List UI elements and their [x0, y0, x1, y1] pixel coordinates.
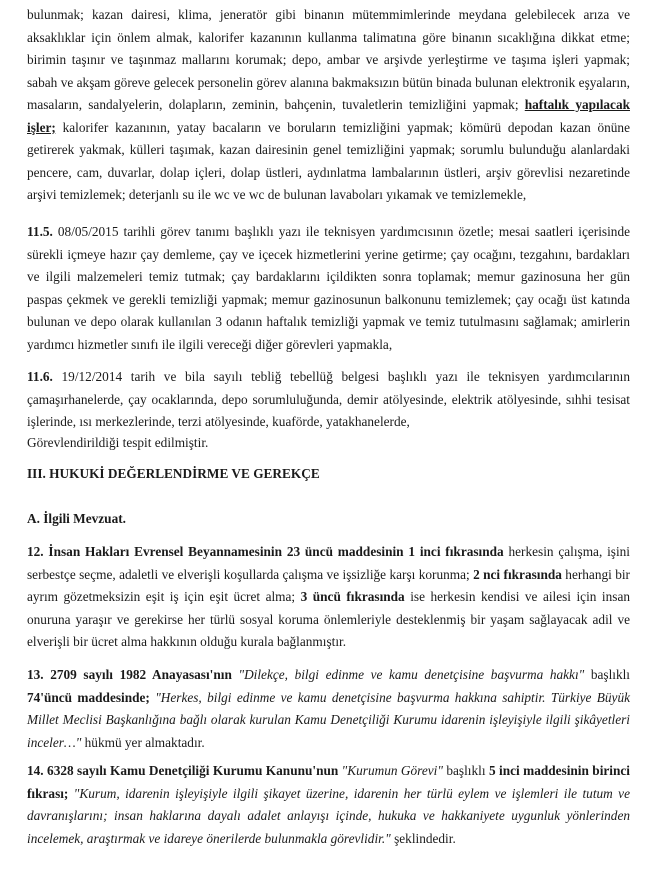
paragraph-conclusion: Görevlendirildiği tespit edilmiştir. [27, 435, 209, 450]
paragraph-text: 08/05/2015 tarihli görev tanımı başlıklı yazı ile teknisyen yardımcısının özetle; mesai saatleri içerisinde sürekli içmeye hazır çay demleme, çay ve içecek hizmetlerini yerine getirme; çay ocağını, tezgahını, bardakları ve ilgili malzemeleri temiz tutmak; çay bardaklarını içildikten sonra toplamak; memur gazinosuna her gün paspas çekmek ve gerekli temizliği yapmak; memur gazinosunun balkonunu temizlemek; çay ocağı üst katında bulunan ve depo olarak kullanılan 3 odanın haftalık temizliği yapmak ve temiz tutulmasını sağlamak; amirlerin yardımcı hizmetler sınıfı ile ilgili vereceği diğer görevleri yapmakla, [27, 224, 630, 352]
paragraph-text: ise herkesin kendisi ve ailesi için insan onuruna yaraşır ve gerekirse her türlü sosyal koruma önlemleriyle desteklenmiş bir yaşam sağlayacak adil ve elverişli bir ücret alma hakkının olduğu kurala bağlanmıştır. [27, 589, 630, 649]
paragraph-11-6 [27, 366, 630, 434]
paragraph-text: kalorifer kazanının, yatay bacaların ve boruların temizliğini yapmak; kömürü depodan kazan önüne getirerek yakmak, külleri taşımak, kazan dairesinin genel temizliğini yapmak; sorumlu bulunduğu alanlardaki pencere, cam, duvarlar, dolap içleri, dolap üstleri, aydınlatma lambalarının üstleri, arşiv görevlisi nezaretinde arşivi temizlemek; deterjanlı su ile wc ve wc de bulunan lavaboları yıkamak ve temizlemekle, [27, 119, 630, 202]
article-reference: 5 inci maddesinin birinci fıkrası; [27, 763, 630, 801]
article-reference: 3 üncü fıkrasında [300, 589, 405, 604]
quoted-provision: "Herkes, bilgi edinme ve kamu denetçisine başvurma hakkına sahiptir. Türkiye Büyük Millet Meclisi Başkanlığına bağlı olarak kurulan Kamu Denetçiliği Kurumu idarenin işleyişiyle ilgili şikâyetleri inceler…" [27, 689, 631, 750]
paragraph-text: herkesin çalışma, işini serbestçe seçme, adaletli ve elverişli koşullarda çalışma ve işsizliğe karşı korunma; [27, 544, 630, 582]
paragraph-12 [27, 541, 630, 654]
article-reference: 2 nci fıkrasında [473, 566, 562, 582]
article-reference: 14. 6328 sayılı Kamu Denetçiliği Kurumu Kanunu'nun [27, 763, 339, 778]
subsection-heading-legislation: A. İlgili Mevzuat. [27, 511, 126, 526]
paragraph-text: hükmü yer almaktadır. [81, 734, 205, 750]
paragraph-number: 11.6. [27, 369, 53, 384]
paragraph-11-5 [27, 221, 630, 356]
paragraph-14 [27, 760, 630, 850]
paragraph-text: herhangi bir ayrım gözetmeksizin eşit iş için eşit ücret alma; [27, 566, 630, 604]
article-reference: 74'üncü maddesinde; [27, 689, 150, 705]
paragraph-number: 11.5. [27, 224, 53, 239]
quoted-title: "Kurumun Görevi" [338, 763, 443, 778]
paragraph-text: 19/12/2014 tarih ve bila sayılı tebliğ tebellüğ belgesi başlıklı yazı ile teknisyen yardımcılarının çamaşırhanelerde, çay ocaklarında, depo sorumluluğunda, demir atölyesinde, elektrik atölyesinde, sıhhi tesisat işlerinde, ısı merkezlerinde, terzi atölyesinde, kuaförde, yatakhanelerde, [27, 369, 630, 429]
paragraph-text: başlıklı [584, 667, 630, 682]
quoted-title: "Dilekçe, bilgi edinme ve kamu denetçisine başvurma hakkı" [231, 667, 585, 682]
article-reference: 12. İnsan Hakları Evrensel Beyannamesinin 23 üncü maddesinin 1 inci fıkrasında [27, 544, 504, 559]
paragraph-text: bulunmak; kazan dairesi, klima, jeneratör gibi binanın mütemmimlerinde meydana gelebilecek arıza ve aksaklıklar için önlem almak, kalorifer kazanının kullanma talimatına göre binanın sıcaklığına dikkat etme; birimin taşınır ve taşınmaz mallarını korumak; depo, ambar ve arşivde yerleştirme ve taşıma işleri yapmak; sabah ve akşam göreve gelecek personelin görev alanına bakmaksızın bütün binada bulunan elektronik eşyaların, masaların, sandalyelerin, dolapların, zeminin, bahçenin, tuvaletlerin temizliğini yapmak; [27, 7, 630, 112]
paragraph-text: şeklindedir. [390, 830, 456, 846]
paragraph-duties-continued [27, 4, 630, 207]
quoted-provision: "Kurum, idarenin işleyişiyle ilgili şikayet üzerine, idarenin her türlü eylem ve işlemleri ile tutum ve davranışlarını; insan haklarına dayalı adalet anlayışı içinde, hukuka ve hakkaniyete uygunluk yönlerinden incelemek, araştırmak ve idareye önerilerde bulunmakla görevlidir." [27, 785, 630, 846]
article-reference: 13. 2709 sayılı 1982 Anayasası'nın [27, 667, 232, 682]
paragraph-13 [27, 664, 630, 754]
paragraph-text: başlıklı [442, 763, 489, 778]
weekly-tasks-label: haftalık yapılacak işler; [27, 97, 630, 135]
section-heading-legal-evaluation: III. HUKUKİ DEĞERLENDİRME VE GEREKÇE [27, 466, 320, 481]
